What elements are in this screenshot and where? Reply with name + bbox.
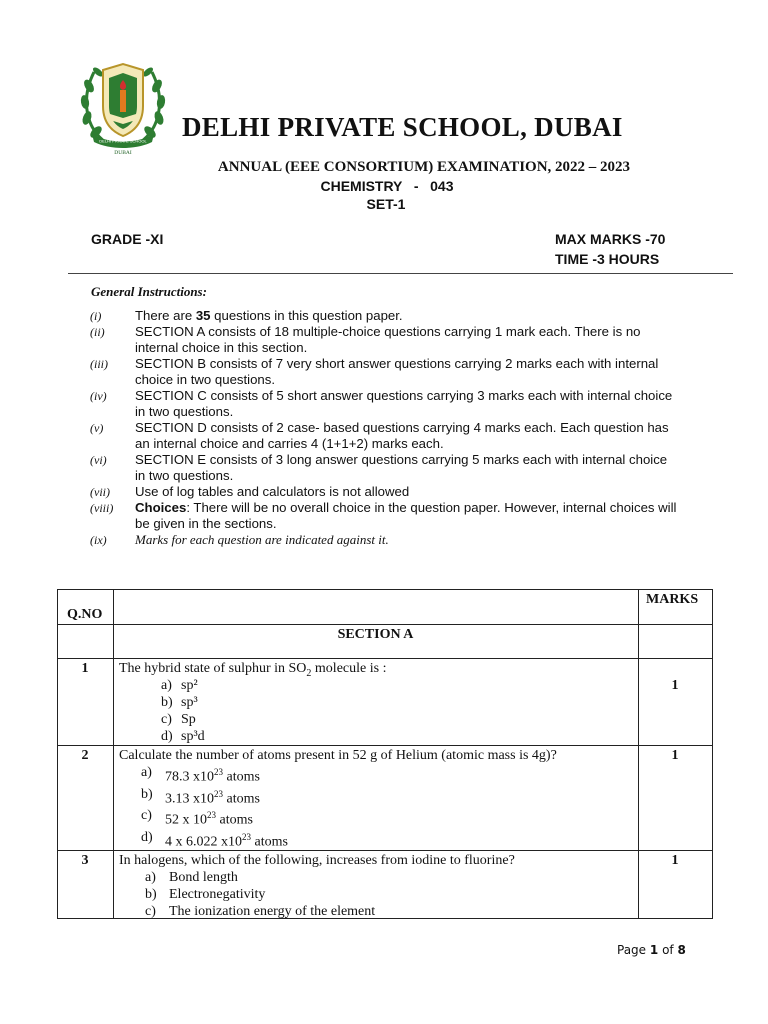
instruction-item: (v) SECTION D consists of 2 case- based questions carrying 4 marks each. Each question has an internal choice and carries 4 (1+1+2) marks each.: [90, 420, 669, 451]
marks-header: MARKS: [646, 592, 699, 607]
section-a-heading: SECTION A: [337, 627, 414, 642]
instruction-item: (ii) SECTION A consists of 18 multiple-choice questions carrying 1 mark each. There is no internal choice in this section.: [90, 324, 641, 355]
subject-code: CHEMISTRY - 043: [320, 178, 454, 194]
question-text: The hybrid state of sulphur in $SO_2$ molecule is :: [119, 661, 387, 679]
option-d[interactable]: d) sp³d: [161, 729, 205, 744]
question-table: [57, 589, 713, 919]
option-b[interactable]: b) sp³: [161, 695, 198, 710]
svg-text:DUBAI: DUBAI: [114, 150, 132, 156]
option-c[interactable]: c) Sp: [161, 712, 196, 727]
instruction-item: (iii) SECTION B consists of 7 very short answer questions carrying 2 marks each with internal choice in two questions.: [90, 356, 659, 387]
page-number: Page 1 of 8: [617, 943, 686, 957]
grade-label: GRADE -XI: [91, 231, 164, 247]
option-a[interactable]: a) 78.3 $x10^{23}$ atoms: [141, 765, 260, 785]
option-d[interactable]: d) 4 x 6.022 $x10^{23}$ atoms: [141, 829, 288, 850]
instruction-item: (vi) SECTION E consists of 3 long answer questions carrying 5 marks each with internal choice in two questions.: [90, 452, 668, 483]
qno-header: Q.NO: [67, 607, 103, 622]
set-number: SET-1: [366, 196, 406, 212]
option-b[interactable]: b) Electronegativity: [145, 887, 266, 902]
question-text: Calculate the number of atoms present in 52 g of Helium (atomic mass is 4g)?: [119, 748, 557, 763]
instruction-item: (vii) Use of log tables and calculators is not allowed: [90, 484, 410, 499]
question-number: 3: [81, 853, 89, 868]
options-list: [141, 764, 288, 851]
options-list: [161, 677, 205, 745]
instruction-item: (iv) SECTION C consists of 5 short answer questions carrying 3 marks each with internal choice in two questions.: [90, 388, 673, 419]
instruction-item: (ix) Marks for each question are indicated against it.: [90, 532, 389, 547]
instructions-heading: General Instructions:: [91, 284, 207, 299]
header-divider: [68, 273, 733, 274]
instruction-item: (i) There are 35 questions in this question paper.: [90, 308, 403, 323]
question-marks: 1: [671, 853, 679, 868]
option-a[interactable]: a) Bond length: [145, 870, 238, 885]
option-c[interactable]: c) The ionization energy of the element: [145, 904, 376, 919]
instructions-list: [90, 308, 690, 548]
instruction-item: (viii) Choices: There will be no overall choice in the question paper. However, internal choices will be given in the sections.: [90, 500, 677, 531]
exam-title: ANNUAL (EEE CONSORTIUM) EXAMINATION, 2022 – 2023: [217, 159, 631, 175]
max-marks-label: MAX MARKS -70: [555, 231, 666, 247]
svg-text:DELHI PRIVATE SCHOOL: DELHI PRIVATE SCHOOL: [99, 138, 147, 144]
school-name: DELHI PRIVATE SCHOOL, DUBAI: [182, 112, 623, 142]
option-c[interactable]: c) 52 x $10^{23}$ atoms: [141, 808, 253, 828]
question-text: In halogens, which of the following, increases from iodine to fluorine?: [119, 853, 515, 868]
school-logo-icon: [78, 56, 168, 160]
question-number: 1: [81, 661, 89, 676]
question-marks: 1: [671, 678, 679, 693]
question-marks: 1: [671, 748, 679, 763]
option-b[interactable]: b) 3.13 $x10^{23}$ atoms: [141, 786, 260, 807]
option-a[interactable]: a) sp²: [161, 678, 198, 693]
question-number: 2: [81, 748, 89, 763]
time-label: TIME -3 HOURS: [555, 251, 660, 267]
options-list: [145, 869, 375, 920]
